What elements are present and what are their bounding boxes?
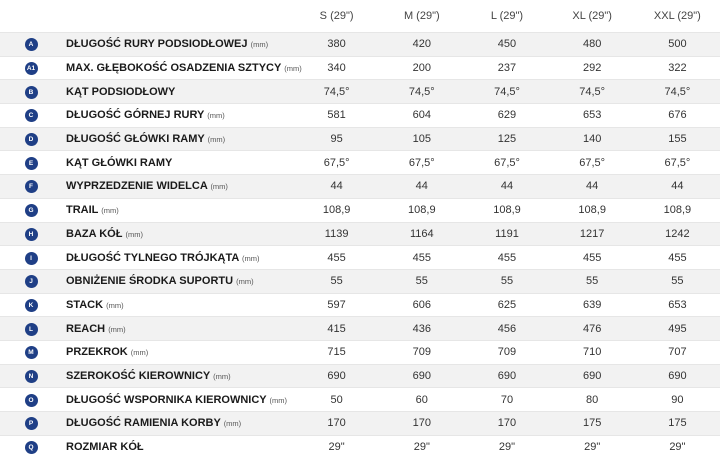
value-cell: 715	[294, 340, 379, 364]
value-cell: 690	[635, 364, 720, 388]
value-cell: 629	[464, 104, 549, 128]
badge-cell	[0, 340, 62, 364]
badge-cell	[0, 435, 62, 458]
table-row	[0, 80, 720, 104]
badge-cell	[0, 127, 62, 151]
badge-cell	[0, 80, 62, 104]
size-header-l: L (29")	[464, 0, 549, 33]
measurement-label: DŁUGOŚĆ TYLNEGO TRÓJKĄTA	[66, 252, 239, 264]
measurement-label-cell	[62, 33, 294, 57]
value-cell: 1139	[294, 222, 379, 246]
table-row	[0, 151, 720, 175]
value-cell: 690	[294, 364, 379, 388]
measurement-label: OBNIŻENIE ŚRODKA SUPORTU	[66, 275, 233, 287]
measurement-unit: (mm)	[108, 325, 126, 334]
value-cell: 495	[635, 317, 720, 341]
measurement-label-cell	[62, 317, 294, 341]
value-cell: 1164	[379, 222, 464, 246]
measurement-badge: B	[25, 86, 38, 99]
value-cell: 455	[550, 246, 635, 270]
value-cell: 455	[464, 246, 549, 270]
value-cell: 55	[379, 269, 464, 293]
measurement-label-cell	[62, 127, 294, 151]
value-cell: 55	[550, 269, 635, 293]
measurement-unit: (mm)	[106, 301, 124, 310]
value-cell: 108,9	[635, 198, 720, 222]
table-row	[0, 388, 720, 412]
value-cell: 455	[294, 246, 379, 270]
value-cell: 44	[635, 175, 720, 199]
measurement-badge: H	[25, 228, 38, 241]
value-cell: 237	[464, 56, 549, 80]
measurement-badge: L	[25, 323, 38, 336]
measurement-label-cell	[62, 435, 294, 458]
badge-cell	[0, 412, 62, 436]
badge-cell	[0, 198, 62, 222]
value-cell: 108,9	[550, 198, 635, 222]
measurement-badge: M	[25, 346, 38, 359]
value-cell: 74,5°	[294, 80, 379, 104]
table-row	[0, 175, 720, 199]
value-cell: 415	[294, 317, 379, 341]
measurement-unit: (mm)	[101, 206, 119, 215]
measurement-label: SZEROKOŚĆ KIEROWNICY	[66, 370, 210, 382]
header-label-spacer	[62, 0, 294, 33]
measurement-unit: (mm)	[210, 182, 228, 191]
table-row	[0, 412, 720, 436]
measurement-badge: K	[25, 299, 38, 312]
table-row	[0, 198, 720, 222]
measurement-unit: (mm)	[284, 64, 302, 73]
value-cell: 60	[379, 388, 464, 412]
measurement-label: DŁUGOŚĆ WSPORNIKA KIEROWNICY	[66, 394, 266, 406]
value-cell: 625	[464, 293, 549, 317]
measurement-label: REACH	[66, 323, 105, 335]
measurement-unit: (mm)	[208, 135, 226, 144]
value-cell: 709	[379, 340, 464, 364]
size-header-s: S (29")	[294, 0, 379, 33]
value-cell: 95	[294, 127, 379, 151]
value-cell: 108,9	[294, 198, 379, 222]
value-cell: 175	[635, 412, 720, 436]
measurement-unit: (mm)	[270, 396, 288, 405]
measurement-label-cell	[62, 80, 294, 104]
measurement-badge: O	[25, 394, 38, 407]
measurement-badge: F	[25, 180, 38, 193]
table-row	[0, 104, 720, 128]
value-cell: 1217	[550, 222, 635, 246]
value-cell: 500	[635, 33, 720, 57]
value-cell: 67,5°	[294, 151, 379, 175]
measurement-label-cell	[62, 56, 294, 80]
value-cell: 67,5°	[550, 151, 635, 175]
value-cell: 1242	[635, 222, 720, 246]
value-cell: 653	[550, 104, 635, 128]
measurement-unit: (mm)	[213, 372, 231, 381]
value-cell: 476	[550, 317, 635, 341]
measurement-unit: (mm)	[236, 277, 254, 286]
value-cell: 155	[635, 127, 720, 151]
value-cell: 29"	[379, 435, 464, 458]
value-cell: 74,5°	[635, 80, 720, 104]
value-cell: 105	[379, 127, 464, 151]
measurement-label: STACK	[66, 299, 103, 311]
measurement-label: DŁUGOŚĆ GŁÓWKI RAMY	[66, 133, 205, 145]
value-cell: 80	[550, 388, 635, 412]
value-cell: 29"	[550, 435, 635, 458]
badge-cell	[0, 364, 62, 388]
value-cell: 690	[379, 364, 464, 388]
measurement-label-cell	[62, 293, 294, 317]
measurement-label-cell	[62, 222, 294, 246]
measurement-label-cell	[62, 198, 294, 222]
measurement-badge: N	[25, 370, 38, 383]
badge-cell	[0, 246, 62, 270]
table-row	[0, 222, 720, 246]
measurement-label-cell	[62, 246, 294, 270]
measurement-unit: (mm)	[242, 254, 260, 263]
measurement-badge: G	[25, 204, 38, 217]
measurement-label-cell	[62, 340, 294, 364]
measurement-unit: (mm)	[125, 230, 143, 239]
measurement-label: DŁUGOŚĆ RAMIENIA KORBY	[66, 417, 221, 429]
value-cell: 420	[379, 33, 464, 57]
value-cell: 29"	[464, 435, 549, 458]
table-row	[0, 364, 720, 388]
value-cell: 74,5°	[464, 80, 549, 104]
measurement-label-cell	[62, 364, 294, 388]
value-cell: 200	[379, 56, 464, 80]
badge-cell	[0, 269, 62, 293]
value-cell: 44	[294, 175, 379, 199]
value-cell: 597	[294, 293, 379, 317]
value-cell: 604	[379, 104, 464, 128]
value-cell: 450	[464, 33, 549, 57]
measurement-label: KĄT PODSIODŁOWY	[66, 86, 175, 98]
value-cell: 1191	[464, 222, 549, 246]
table-row	[0, 127, 720, 151]
value-cell: 125	[464, 127, 549, 151]
badge-cell	[0, 33, 62, 57]
value-cell: 455	[635, 246, 720, 270]
geometry-rows	[0, 33, 720, 458]
value-cell: 55	[635, 269, 720, 293]
measurement-badge: P	[25, 417, 38, 430]
value-cell: 340	[294, 56, 379, 80]
value-cell: 108,9	[379, 198, 464, 222]
size-header-xxl: XXL (29")	[635, 0, 720, 33]
table-row	[0, 269, 720, 293]
badge-cell	[0, 222, 62, 246]
value-cell: 55	[294, 269, 379, 293]
value-cell: 29"	[294, 435, 379, 458]
value-cell: 44	[550, 175, 635, 199]
measurement-badge: C	[25, 109, 38, 122]
value-cell: 707	[635, 340, 720, 364]
size-header-m: M (29")	[379, 0, 464, 33]
badge-cell	[0, 388, 62, 412]
badge-cell	[0, 317, 62, 341]
badge-cell	[0, 175, 62, 199]
measurement-label: DŁUGOŚĆ GÓRNEJ RURY	[66, 109, 204, 121]
table-row	[0, 317, 720, 341]
measurement-unit: (mm)	[224, 419, 242, 428]
value-cell: 170	[379, 412, 464, 436]
measurement-label: TRAIL	[66, 204, 98, 216]
value-cell: 44	[379, 175, 464, 199]
measurement-label-cell	[62, 151, 294, 175]
value-cell: 690	[550, 364, 635, 388]
value-cell: 67,5°	[379, 151, 464, 175]
value-cell: 292	[550, 56, 635, 80]
value-cell: 170	[464, 412, 549, 436]
value-cell: 581	[294, 104, 379, 128]
value-cell: 480	[550, 33, 635, 57]
measurement-label-cell	[62, 412, 294, 436]
measurement-badge: E	[25, 157, 38, 170]
table-row	[0, 33, 720, 57]
measurement-label: WYPRZEDZENIE WIDELCA	[66, 180, 207, 192]
measurement-label: KĄT GŁÓWKI RAMY	[66, 157, 172, 169]
size-header-xl: XL (29")	[550, 0, 635, 33]
measurement-label: DŁUGOŚĆ RURY PODSIODŁOWEJ	[66, 38, 248, 50]
value-cell: 44	[464, 175, 549, 199]
table-row	[0, 246, 720, 270]
value-cell: 436	[379, 317, 464, 341]
value-cell: 50	[294, 388, 379, 412]
measurement-label-cell	[62, 388, 294, 412]
measurement-label: ROZMIAR KÓŁ	[66, 441, 144, 453]
value-cell: 90	[635, 388, 720, 412]
measurement-badge: I	[25, 252, 38, 265]
value-cell: 710	[550, 340, 635, 364]
value-cell: 70	[464, 388, 549, 412]
value-cell: 170	[294, 412, 379, 436]
table-row	[0, 56, 720, 80]
size-header-row	[0, 0, 720, 33]
badge-cell	[0, 104, 62, 128]
value-cell: 67,5°	[635, 151, 720, 175]
value-cell: 108,9	[464, 198, 549, 222]
measurement-badge: A1	[25, 62, 38, 75]
measurement-badge: A	[25, 38, 38, 51]
value-cell: 175	[550, 412, 635, 436]
badge-cell	[0, 293, 62, 317]
measurement-label: PRZEKROK	[66, 346, 128, 358]
measurement-unit: (mm)	[251, 40, 269, 49]
value-cell: 709	[464, 340, 549, 364]
measurement-label-cell	[62, 175, 294, 199]
value-cell: 74,5°	[550, 80, 635, 104]
value-cell: 140	[550, 127, 635, 151]
value-cell: 690	[464, 364, 549, 388]
value-cell: 380	[294, 33, 379, 57]
value-cell: 74,5°	[379, 80, 464, 104]
measurement-label-cell	[62, 269, 294, 293]
measurement-badge: J	[25, 275, 38, 288]
value-cell: 639	[550, 293, 635, 317]
value-cell: 29"	[635, 435, 720, 458]
measurement-label: MAX. GŁĘBOKOŚĆ OSADZENIA SZTYCY	[66, 62, 281, 74]
value-cell: 455	[379, 246, 464, 270]
badge-cell	[0, 151, 62, 175]
value-cell: 67,5°	[464, 151, 549, 175]
value-cell: 606	[379, 293, 464, 317]
measurement-unit: (mm)	[131, 348, 149, 357]
measurement-label-cell	[62, 104, 294, 128]
value-cell: 676	[635, 104, 720, 128]
header-badge-spacer	[0, 0, 62, 33]
measurement-unit: (mm)	[207, 111, 225, 120]
table-row	[0, 340, 720, 364]
table-row	[0, 435, 720, 458]
badge-cell	[0, 56, 62, 80]
value-cell: 456	[464, 317, 549, 341]
table-row	[0, 293, 720, 317]
measurement-badge: D	[25, 133, 38, 146]
value-cell: 653	[635, 293, 720, 317]
value-cell: 55	[464, 269, 549, 293]
measurement-badge: Q	[25, 441, 38, 454]
value-cell: 322	[635, 56, 720, 80]
measurement-label: BAZA KÓŁ	[66, 228, 122, 240]
